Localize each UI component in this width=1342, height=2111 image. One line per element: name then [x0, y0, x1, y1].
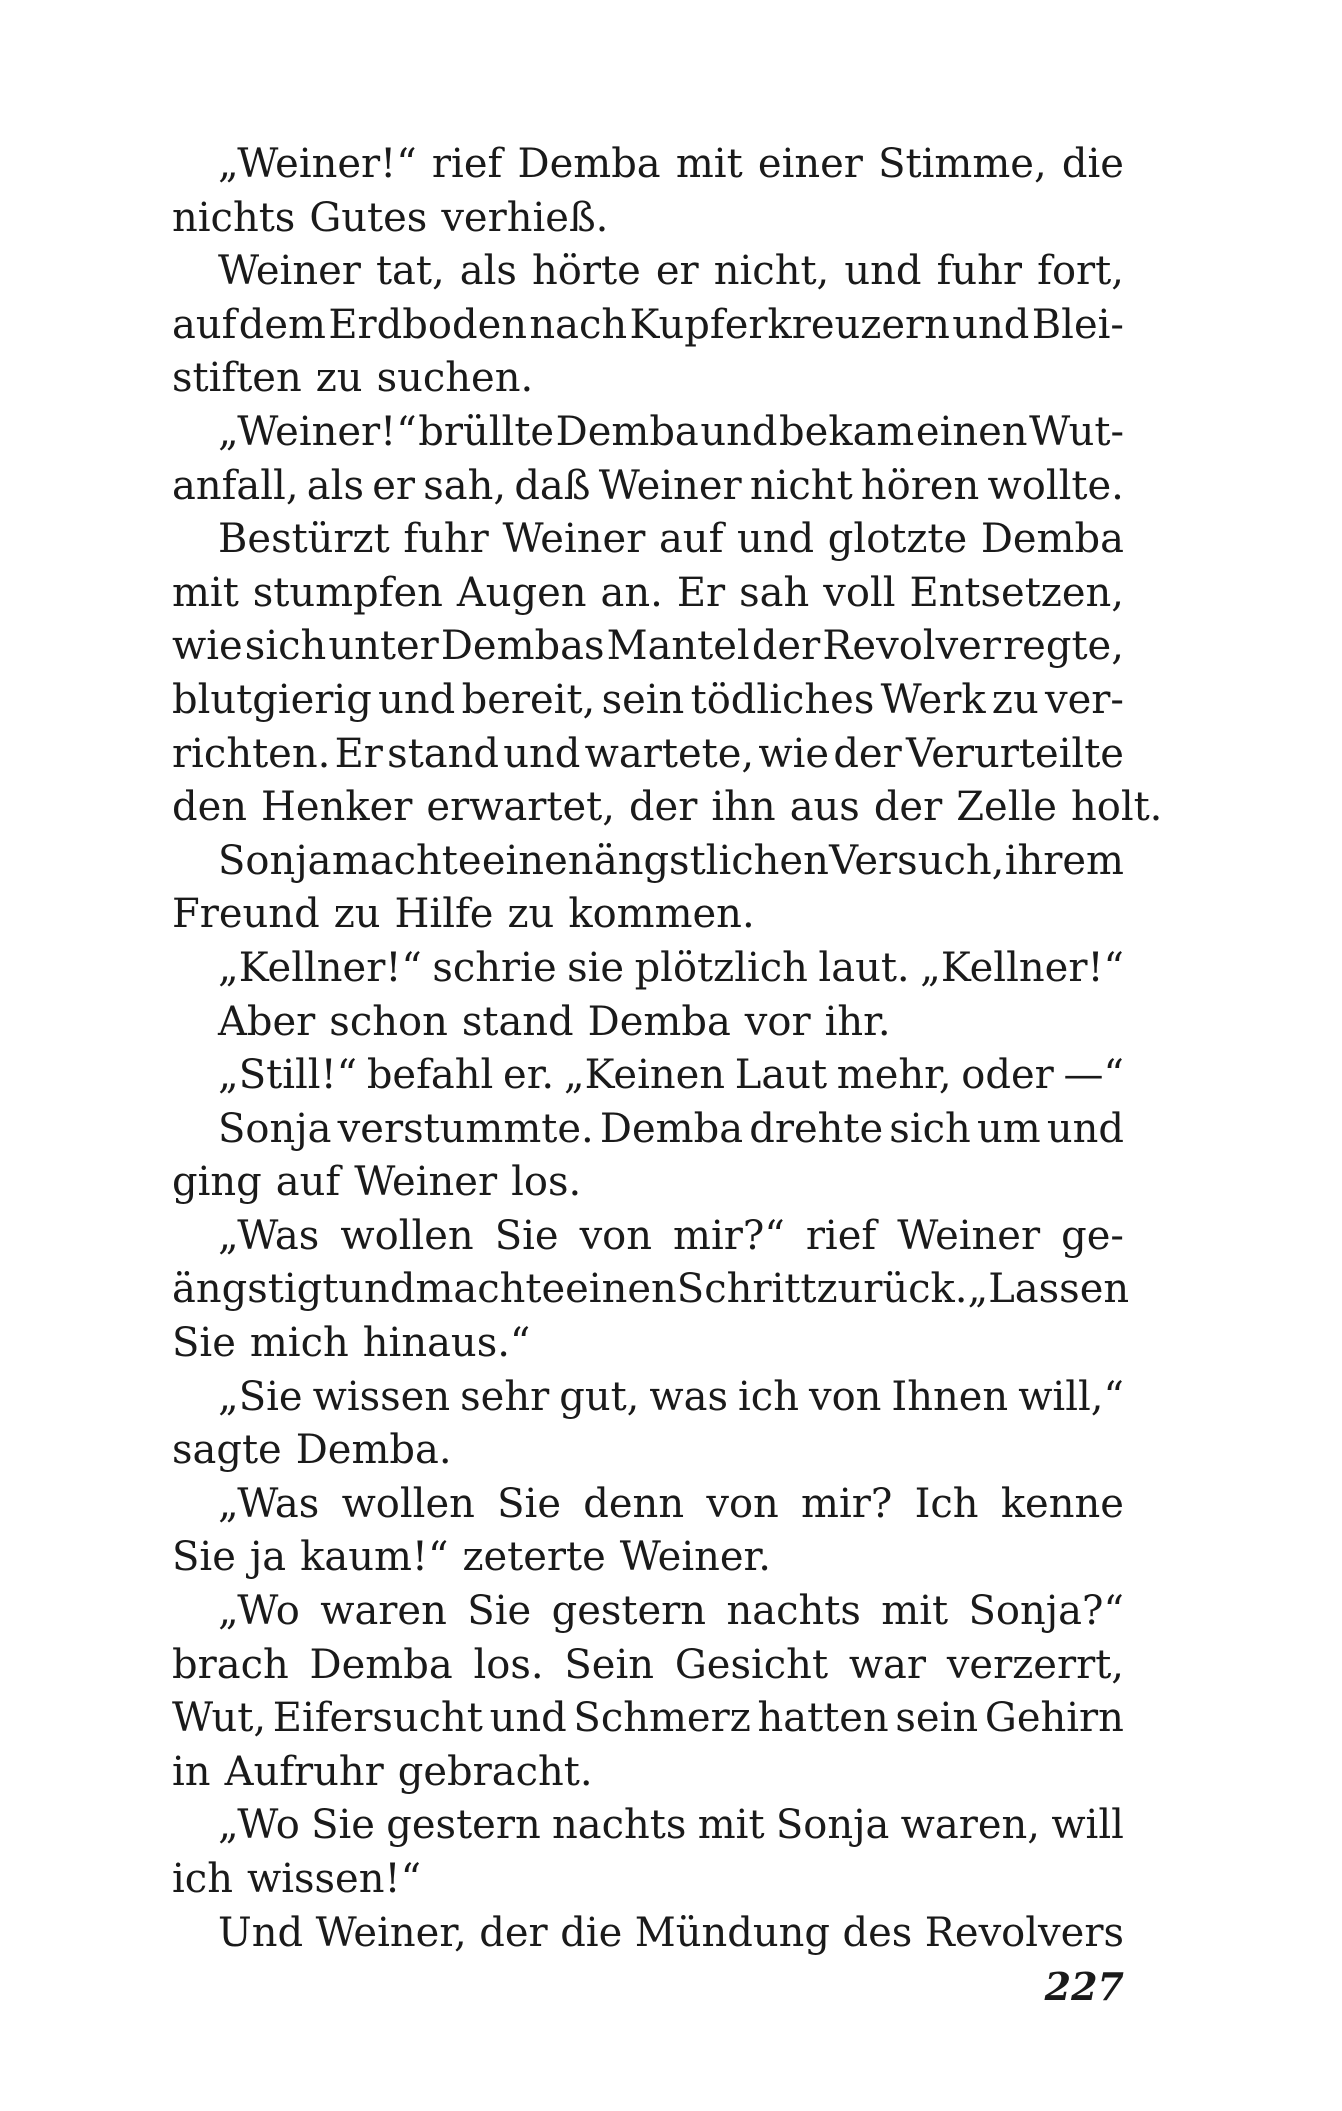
text-line: Freund zu Hilfe zu kommen.	[172, 891, 755, 938]
text-line: richten. Er stand und wartete, wie der Verurteilte	[172, 730, 1124, 777]
text-line: ängstigt und machte einen Schritt zurück. „Lassen	[172, 1266, 1130, 1313]
text-line: auf dem Erdboden nach Kupferkreuzern und Blei-	[172, 301, 1124, 348]
text-line: „Wo Sie gestern nachts mit Sonja waren, will	[218, 1802, 1124, 1849]
text-line: nichts Gutes verhieß.	[172, 194, 609, 241]
text-line: Sonja verstummte. Demba drehte sich um und	[218, 1105, 1124, 1152]
text-line: ging auf Weiner los.	[172, 1159, 582, 1206]
body-text	[172, 138, 1163, 1960]
text-line: mit stumpfen Augen an. Er sah voll Entsetzen,	[172, 569, 1124, 616]
text-line: sagte Demba.	[172, 1427, 452, 1474]
text-line: wie sich unter Dembas Mantel der Revolver regte,	[172, 623, 1124, 670]
text-line: stiften zu suchen.	[172, 355, 534, 402]
text-line: Wut, Eifersucht und Schmerz hatten sein Gehirn	[172, 1695, 1124, 1742]
text-line: „Wo waren Sie gestern nachts mit Sonja?“	[218, 1588, 1124, 1635]
text-line: Sie ja kaum!“ zeterte Weiner.	[172, 1534, 771, 1581]
text-line: „Weiner!“ brüllte Demba und bekam einen Wut-	[218, 408, 1124, 455]
text-line: „Was wollen Sie denn von mir? Ich kenne	[218, 1480, 1124, 1527]
text-line: „Sie wissen sehr gut, was ich von Ihnen will,“	[218, 1373, 1124, 1420]
text-line: „Still!“ befahl er. „Keinen Laut mehr, oder —“	[218, 1052, 1124, 1099]
text-line: „Was wollen Sie von mir?“ rief Weiner ge-	[218, 1212, 1124, 1259]
text-line: den Henker erwartet, der ihn aus der Zelle holt.	[172, 784, 1163, 831]
text-line: ich wissen!“	[172, 1856, 422, 1902]
text-line: „Weiner!“ rief Demba mit einer Stimme, die	[218, 141, 1124, 187]
text-line: „Kellner!“ schrie sie plötzlich laut. „Kellner!“	[218, 944, 1124, 991]
text-line: Sie mich hinaus.“	[172, 1320, 531, 1367]
text-line: Aber schon stand Demba vor ihr.	[218, 998, 891, 1045]
text-line: blutgierig und bereit, sein tödliches Werk zu ver-	[172, 676, 1124, 723]
text-line: Sonja machte einen ängstlichen Versuch, ihrem	[218, 837, 1124, 884]
text-line: anfall, als er sah, daß Weiner nicht hören wollte.	[172, 462, 1124, 509]
text-line: Und Weiner, der die Mündung des Revolvers	[218, 1909, 1124, 1956]
text-line: in Aufruhr gebracht.	[172, 1748, 593, 1795]
text-line: brach Demba los. Sein Gesicht war verzerrt,	[172, 1641, 1124, 1688]
text-line: Weiner tat, als hörte er nicht, und fuhr fort,	[218, 248, 1124, 295]
text-line: Bestürzt fuhr Weiner auf und glotzte Demba	[218, 516, 1124, 563]
page-number: 227	[1044, 1964, 1124, 2009]
